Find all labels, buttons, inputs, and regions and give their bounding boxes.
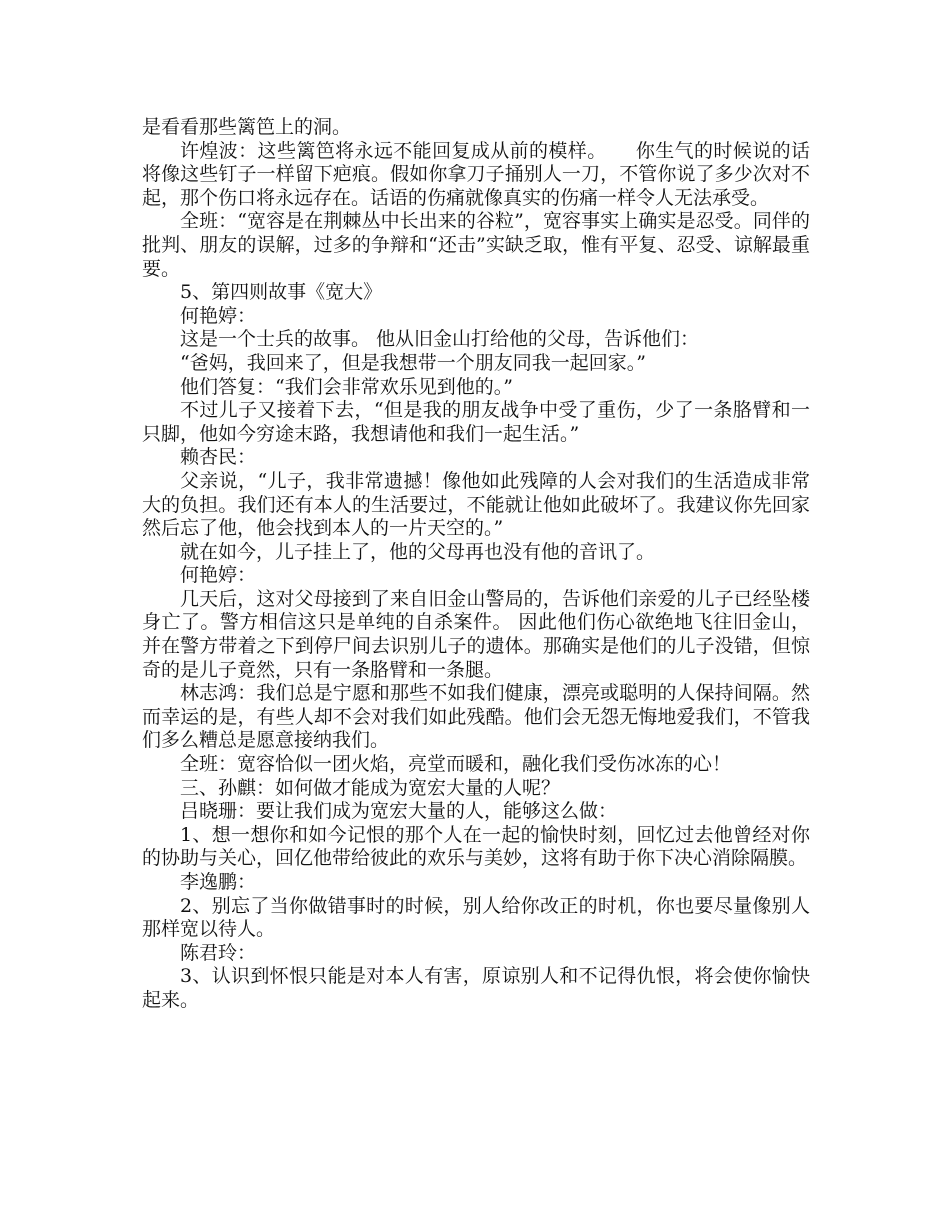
paragraph: 2、别忘了当你做错事时的时候，别人给你改正的时机，你也要尽量像别人那样宽以待人。 xyxy=(142,894,810,941)
speaker-label: 赖杏民： xyxy=(180,446,257,469)
paragraph: 全班：“宽容是在荆棘丛中长出来的谷粒”，宽容事实上确实是忍受。同伴的批判、朋友的误解，过多的争辩和“还击”实缺乏取，惟有平复、忍受、谅解最重要。 xyxy=(142,210,810,280)
paragraph: 几天后，这对父母接到了来自旧金山警局的，告诉他们亲爱的儿子已经坠楼身亡了。警方相信这只是单纯的自杀案件。 因此他们伤心欲绝地飞往旧金山，并在警方带着之下到停尸间去识别儿子的遗体。那确实是他们的儿子没错，但惊奇的是儿子竟然，只有一条胳臂和一条腿。 xyxy=(142,587,810,681)
paragraph: 是看看那些篱笆上的洞。 xyxy=(142,116,352,138)
speaker-label: 陈君玲： xyxy=(180,941,257,964)
section-heading: 三、孙麒：如何做才能成为宽宏大量的人呢？ xyxy=(180,776,561,799)
paragraph: 许煌波：这些篱笆将永远不能回复成从前的模样。 你生气的时候说的话将像这些钉子一样留下疤痕。假如你拿刀子捅别人一刀，不管你说了多少次对不起，那个伤口将永远存在。话语的伤痛就像真实的伤痛一样令人无法承受。 xyxy=(142,139,810,209)
paragraph: 不过儿子又接着下去，“但是我的朋友战争中受了重伤，少了一条胳臂和一只脚，他如今穷途末路，我想请他和我们一起生活。” xyxy=(142,399,810,445)
paragraph: 全班：宽容恰似一团火焰，亮堂而暖和，融化我们受伤冰冻的心！ xyxy=(180,753,732,776)
paragraph: “爸妈，我回来了，但是我想带一个朋友同我一起回家。” xyxy=(180,351,646,374)
section-heading: 5、第四则故事《宽大》 xyxy=(180,281,383,304)
paragraph: 父亲说，“儿子，我非常遗撼！像他如此残障的人会对我们的生活造成非常大的负担。我们还有本人的生活要过，不能就让他如此破坏了。我建议你先回家然后忘了他，他会找到本人的一片天空的。” xyxy=(142,469,810,540)
paragraph: 吕晓珊：要让我们成为宽宏大量的人，能够这么做： xyxy=(180,800,618,823)
paragraph: 1、想一想你和如今记恨的那个人在一起的愉快时刻，回忆过去他曾经对你的协助与关心，回亿他带给彼此的欢乐与美妙，这将有助于你下决心消除隔膜。 xyxy=(142,823,810,870)
paragraph: 他们答复：“我们会非常欢乐见到他的。” xyxy=(180,375,513,398)
speaker-label: 何艳婷： xyxy=(180,304,257,327)
speaker-label: 何艳婷： xyxy=(180,564,257,587)
paragraph: 林志鸿：我们总是宁愿和那些不如我们健康，漂亮或聪明的人保持间隔。然而幸运的是，有些人却不会对我们如此残酷。他们会无怨无悔地爱我们，不管我们多么糟总是愿意接纳我们。 xyxy=(142,682,810,752)
paragraph: 3、认识到怀恨只能是对本人有害，原谅别人和不记得仇恨，将会使你愉快起来。 xyxy=(142,965,810,1011)
paragraph: 这是一个士兵的故事。 他从旧金山打给他的父母，告诉他们： xyxy=(180,328,700,351)
document-page xyxy=(142,116,810,1013)
paragraph: 就在如今，儿子挂上了，他的父母再也没有他的音讯了。 xyxy=(180,540,656,563)
speaker-label: 李逸鹏： xyxy=(180,871,257,893)
